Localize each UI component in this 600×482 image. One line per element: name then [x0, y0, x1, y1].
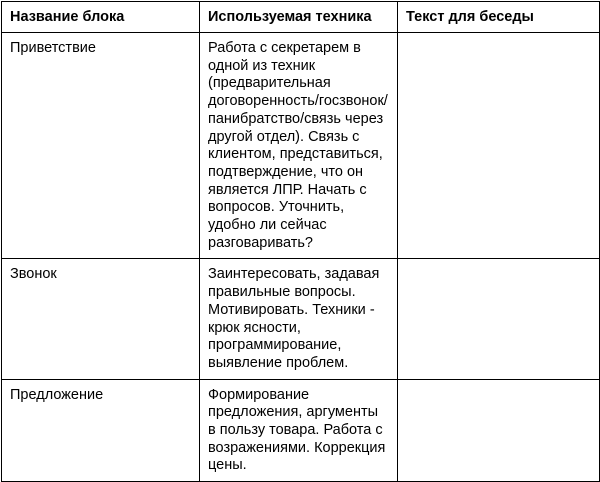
cell-block-name — [2, 379, 200, 482]
cell-conversation-text — [398, 379, 600, 482]
header-block-name: Название блока — [2, 2, 200, 33]
table-row — [2, 33, 600, 259]
cell-block-name — [2, 33, 200, 259]
table-header-row — [2, 2, 600, 33]
block-name-text: Приветствие — [10, 40, 96, 56]
block-name-text: Предложение — [10, 386, 104, 403]
table-row — [2, 379, 600, 482]
technique-text: Заинтересовать, задавая правильные вопросы. Мотивировать. Техники - крюк ясности, программирование, выявление проблем. — [208, 266, 380, 371]
block-name-text: Звонок — [10, 266, 57, 283]
cell-technique — [200, 259, 398, 379]
cell-block-name — [2, 259, 200, 379]
technique-text: Формирование предложения, аргументы в пользу товара. Работа с возражениями. Коррекция цены. — [208, 386, 386, 474]
cell-conversation-text — [398, 33, 600, 259]
header-technique: Используемая техника — [200, 2, 398, 33]
cell-conversation-text — [398, 259, 600, 379]
header-conversation-text: Текст для беседы — [398, 2, 600, 33]
table-row — [2, 259, 600, 379]
script-table — [1, 1, 600, 482]
cell-technique — [200, 33, 398, 259]
technique-text: Работа с секретарем в одной из техник (предварительная договоренность/госзвонок/панибратство/связь через другой отдел). Связь с клиентом, представиться, подтверждение, что он является ЛПР. Начать с вопросов. Уточнить, удобно ли сейчас разговаривать? — [208, 40, 388, 251]
cell-technique — [200, 379, 398, 482]
